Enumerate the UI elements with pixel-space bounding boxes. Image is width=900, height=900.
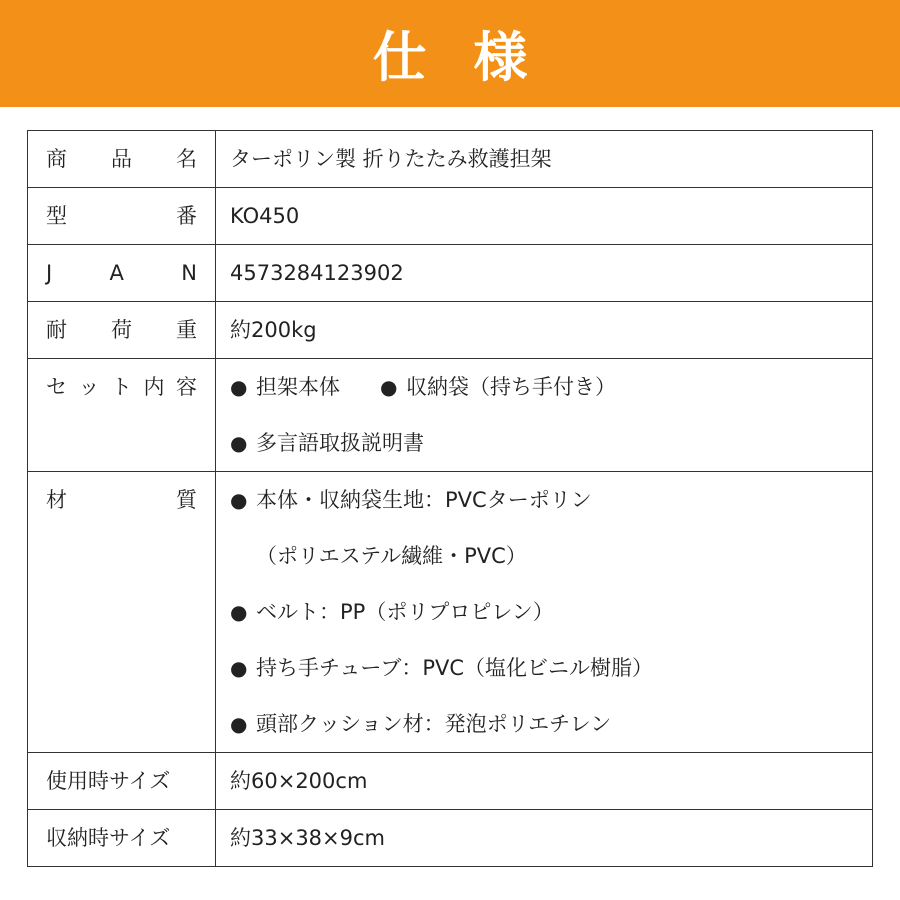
value-material: ● 本体・収納袋生地：PVCターポリン （ポリエステル繊維・PVC） ● ベルト：PP（ポリプロピレン） ● 持ち手チューブ：PVC（塩化ビニル樹脂） ● 頭部クッション材：発泡ポリエチレン <box>216 472 873 753</box>
label-jan: J A N <box>28 245 216 302</box>
bullet-icon: ● <box>230 656 248 680</box>
table-row <box>28 753 873 810</box>
value-size-in-use: 約60×200cm <box>216 753 873 810</box>
value-load-capacity: 約200kg <box>216 302 873 359</box>
bullet-icon: ● <box>230 375 248 399</box>
bullet-icon: ● <box>230 712 248 736</box>
bullet-icon: ● <box>230 600 248 624</box>
table-row <box>28 302 873 359</box>
table-row <box>28 472 873 753</box>
table-row <box>28 131 873 188</box>
page-title: 仕 様 <box>372 26 542 89</box>
bullet-icon: ● <box>230 488 248 512</box>
label-product-name: 商 品 名 <box>28 131 216 188</box>
label-size-stored: 収納時サイズ <box>28 810 216 867</box>
label-material: 材 質 <box>28 472 216 753</box>
table-row <box>28 245 873 302</box>
spec-table <box>27 130 873 867</box>
value-jan: 4573284123902 <box>216 245 873 302</box>
label-load-capacity: 耐 荷 重 <box>28 302 216 359</box>
table-row <box>28 188 873 245</box>
table-row <box>28 810 873 867</box>
value-size-stored: 約33×38×9cm <box>216 810 873 867</box>
bullet-icon: ● <box>230 431 248 455</box>
label-model: 型 番 <box>28 188 216 245</box>
header-banner <box>0 0 900 107</box>
value-model: KO450 <box>216 188 873 245</box>
label-size-in-use: 使用時サイズ <box>28 753 216 810</box>
table-row <box>28 359 873 472</box>
value-product-name: ターポリン製 折りたたみ救護担架 <box>216 131 873 188</box>
bullet-icon: ● <box>380 375 398 399</box>
label-set-contents: セ ッ ト 内 容 <box>28 359 216 472</box>
value-set-contents: ● 担架本体 ● 収納袋（持ち手付き） ● 多言語取扱説明書 <box>216 359 873 472</box>
